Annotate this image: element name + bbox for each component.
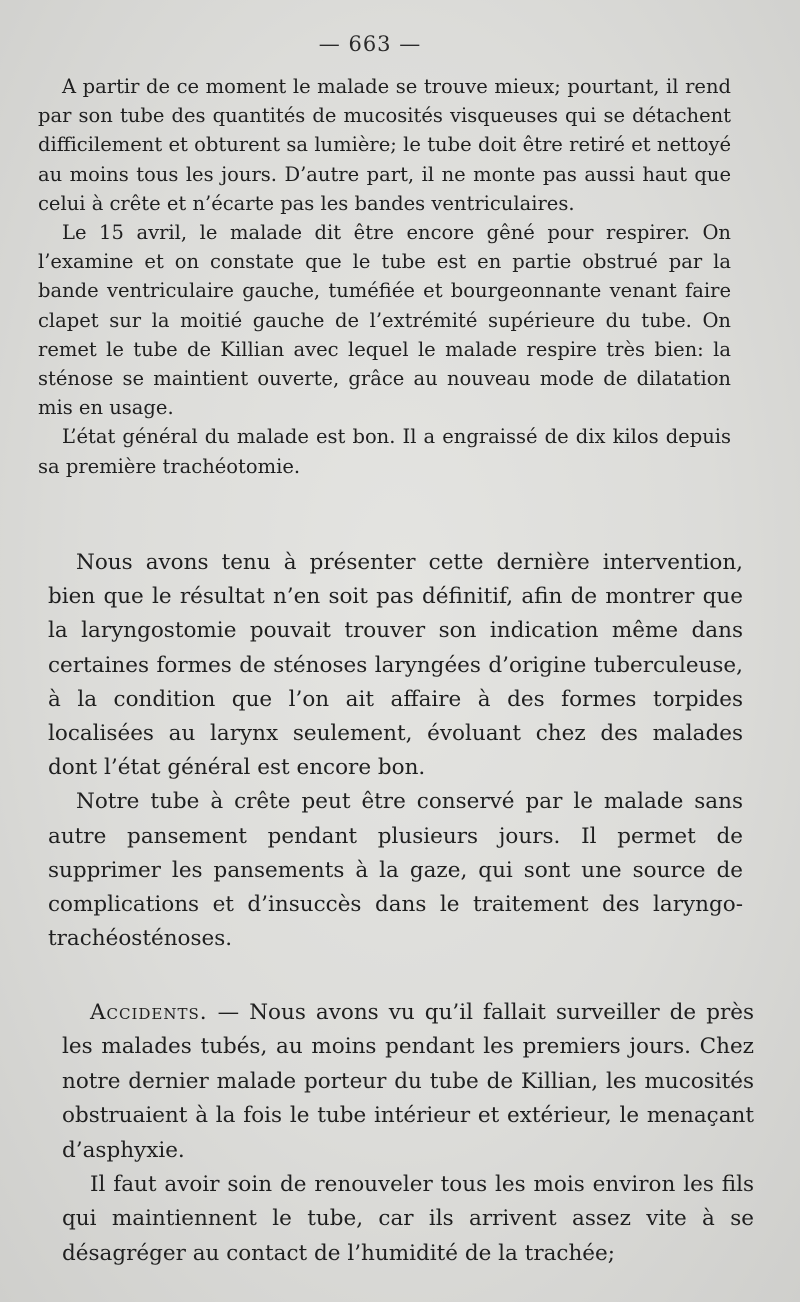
section-heading: Accidents.	[90, 1000, 208, 1025]
paragraph-text: Nous avons vu qu’il fallait surveiller de près les malades tubés, au moins pendant les premiers jours. Chez notre dernier malade porteur du tube de Killian, les mucosités obstruaient à la fois le tube intérieur et extérieur, le menaçant d’asphyxie.	[62, 1000, 755, 1163]
paragraph: A partir de ce moment le malade se trouve mieux; pourtant, il rend par son tube des quantités de mucosités visqueuses qui se détachent difficilement et obturent sa lumière; le tube doit être retiré et nettoyé au moins tous les jours. D’autre part, il ne monte pas aussi haut que celui à crête et n’écarte pas les bandes ventriculaires.	[38, 75, 731, 215]
paragraph	[62, 996, 754, 1168]
accidents-section	[62, 996, 754, 1271]
paragraph: L’état général du malade est bon. Il a engraissé de dix kilos depuis sa première trachéotomie.	[38, 425, 731, 478]
paragraph: Notre tube à crête peut être conservé par le malade sans autre pansement pendant plusieurs jours. Il permet de supprimer les pansements à la gaze, qui sont une source de complications et d’insuccès dans le traitement des laryngo-trachéosténoses.	[48, 789, 743, 952]
paragraph: Il faut avoir soin de renouveler tous les mois environ les fils qui maintiennent le tube, car ils arrivent assez vite à se désagréger au contact de l’humidité de la trachée;	[62, 1172, 754, 1266]
page-number: — 663 —	[318, 32, 422, 56]
paragraph: Le 15 avril, le malade dit être encore gêné pour respirer. On l’examine et on constate que le tube est en partie obstrué par la bande ventriculaire gauche, tuméfiée et bourgeonnante venant faire clapet sur la moitié gauche de l’extrémité supérieure du tube. On remet le tube de Killian avec lequel le malade respire très bien: la sténose se maintient ouverte, grâce au nouveau mode de dilatation mis en usage.	[38, 221, 731, 420]
discussion-section	[48, 546, 743, 956]
paragraph: Nous avons tenu à présenter cette dernière intervention, bien que le résultat n’en soit pas définitif, afin de montrer que la laryngostomie pouvait trouver son indication même dans certaines formes de sténoses laryngées d’origine tuberculeuse, à la condition que l’on ait affaire à des formes torpides localisées au larynx seulement, évoluant chez des malades dont l’état général est encore bon.	[48, 550, 743, 781]
case-report-section	[38, 72, 731, 481]
heading-dash: —	[207, 1000, 250, 1025]
